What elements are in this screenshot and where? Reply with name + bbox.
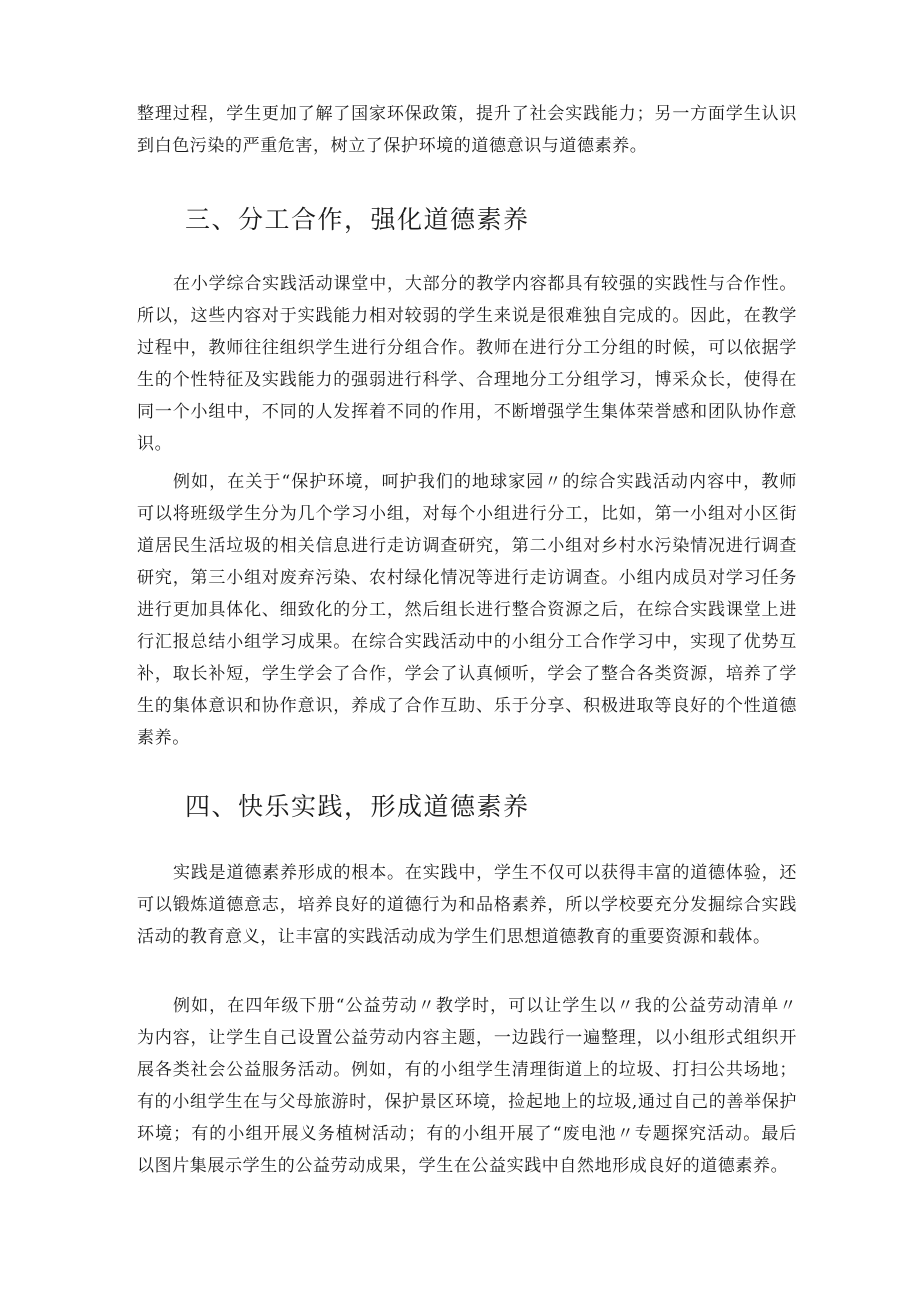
- section-heading-3: 三、分工合作，强化道德素养: [185, 205, 530, 234]
- paragraph-practice-example: 例如，在四年级下册“公益劳动〃教学时，可以让学生以〃我的公益劳动清单〃为内容，让学生自己设置公益劳动内容主题，一边践行一遍整理，以小组形式组织开展各类社会公益服务活动。例如，有的小组学生清理街道上的垃圾、打扫公共场地；有的小组学生在与父母旅游时，保护景区环境，捡起地上的垃圾,通过自己的善举保护环境；有的小组开展义务植树活动；有的小组开展了“废电池〃专题探究活动。最后以图片集展示学生的公益劳动成果，学生在公益实践中自然地形成良好的道德素养。: [137, 996, 797, 1176]
- paragraph-intro-continuation: 整理过程，学生更加了解了国家环保政策，提升了社会实践能力；另一方面学生认识到白色污染的严重危害，树立了保护环境的道德意识与道德素养。: [137, 104, 797, 156]
- paragraph-cooperation-example: 例如，在关于“保护环境，呵护我们的地球家园〃的综合实践活动内容中，教师可以将班级学生分为几个学习小组，对每个小组进行分工，比如，第一小组对小区街道居民生活垃圾的相关信息进行走访调查研究，第二小组对乡村水污染情况进行调查研究，第三小组对废弃污染、农村绿化情况等进行走访调查。小组内成员对学习任务进行更加具体化、细致化的分工，然后组长进行整合资源之后，在综合实践课堂上进行汇报总结小组学习成果。在综合实践活动中的小组分工合作学习中，实现了优势互补，取长补短，学生学会了合作，学会了认真倾听，学会了整合各类资源，培养了学生的集体意识和协作意识，养成了合作互助、乐于分享、积极进取等良好的个性道德素养。: [137, 472, 797, 748]
- paragraph-cooperation: 在小学综合实践活动课堂中，大部分的教学内容都具有较强的实践性与合作性。所以，这些内容对于实践能力相对较弱的学生来说是很难独自完成的。因此，在教学过程中，教师往往组织学生进行分组合作。教师在进行分工分组的时候，可以依据学生的个性特征及实践能力的强弱进行科学、合理地分工分组学习，博采众长，使得在同一个小组中，不同的人发挥着不同的作用，不断增强学生集体荣誉感和团队协作意识。: [137, 274, 797, 454]
- paragraph-practice: 实践是道德素养形成的根本。在实践中，学生不仅可以获得丰富的道德体验，还可以锻炼道德意志，培养良好的道德行为和品格素养，所以学校要充分发掘综合实践活动的教育意义，让丰富的实践活动成为学生们思想道德教育的重要资源和载体。: [137, 863, 797, 947]
- section-heading-4: 四、快乐实践，形成道德素养: [185, 792, 530, 821]
